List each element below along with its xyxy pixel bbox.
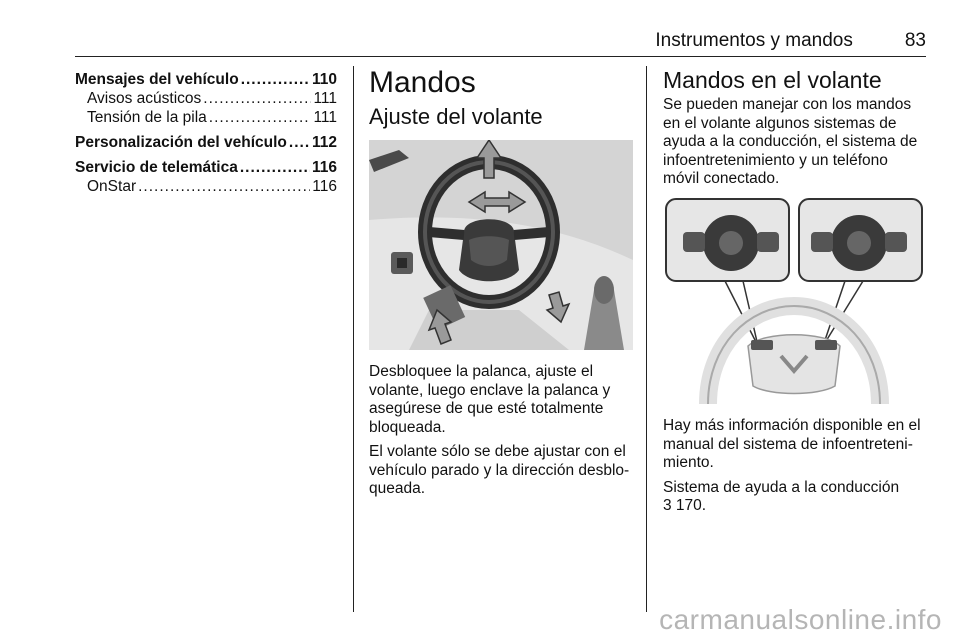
steering-adjustment-illustration (369, 140, 633, 350)
column-divider (353, 66, 354, 612)
watermark: carmanualsonline.info (659, 604, 942, 635)
page-header (75, 28, 926, 57)
paragraph-intro: Se pueden manejar con los mandos en el volante algunos sistemas de ayuda a la conducción, el sistema de infoentretenimiento y un teléfono móvil conectado. (663, 96, 918, 187)
page-reference-link[interactable]: 3 170. (663, 497, 707, 514)
toc-entry[interactable]: Tensión de la pila ..... 111 (75, 108, 337, 127)
page-number: 83 (904, 30, 926, 51)
toc-entry[interactable]: OnStar ..... 116 (75, 177, 337, 196)
column-mandos (369, 66, 633, 130)
section-title: Instrumentos y mandos (655, 30, 853, 51)
toc-entry[interactable]: Avisos acústicos ..... 111 (75, 89, 337, 108)
heading-mandos-volante: Mandos en el volante (663, 67, 882, 93)
paragraph-adjust-warning: El volante sólo se debe ajustar con el vehículo parado y la dirección desblo- queada. (369, 443, 630, 497)
table-of-contents (75, 70, 337, 196)
heading-ajuste-volante: Ajuste del volante (369, 104, 543, 129)
paragraph-unlock: Desbloquee la palanca, ajuste el volante, luego enclave la palanca y asegúrese de que esté totalmente bloqueada. (369, 363, 611, 436)
toc-entry[interactable]: Servicio de telemática ..... 116 (75, 158, 337, 177)
column-mandos-text (369, 363, 635, 505)
column-mandos-volante-text (663, 417, 929, 522)
column-mandos-volante (663, 66, 927, 195)
paragraph-info: Hay más información disponible en el manual del sistema de infoentreteni- miento. (663, 417, 921, 471)
heading-mandos: Mandos (369, 66, 476, 99)
toc-entry[interactable]: Personalización del vehículo ..... 112 (75, 133, 337, 152)
toc-entry[interactable]: Mensajes del vehículo ..... 110 (75, 70, 337, 89)
column-divider (646, 66, 647, 612)
paragraph-reference: Sistema de ayuda a la conducción 3 170. (663, 478, 900, 514)
steering-wheel-controls-illustration (663, 196, 925, 404)
